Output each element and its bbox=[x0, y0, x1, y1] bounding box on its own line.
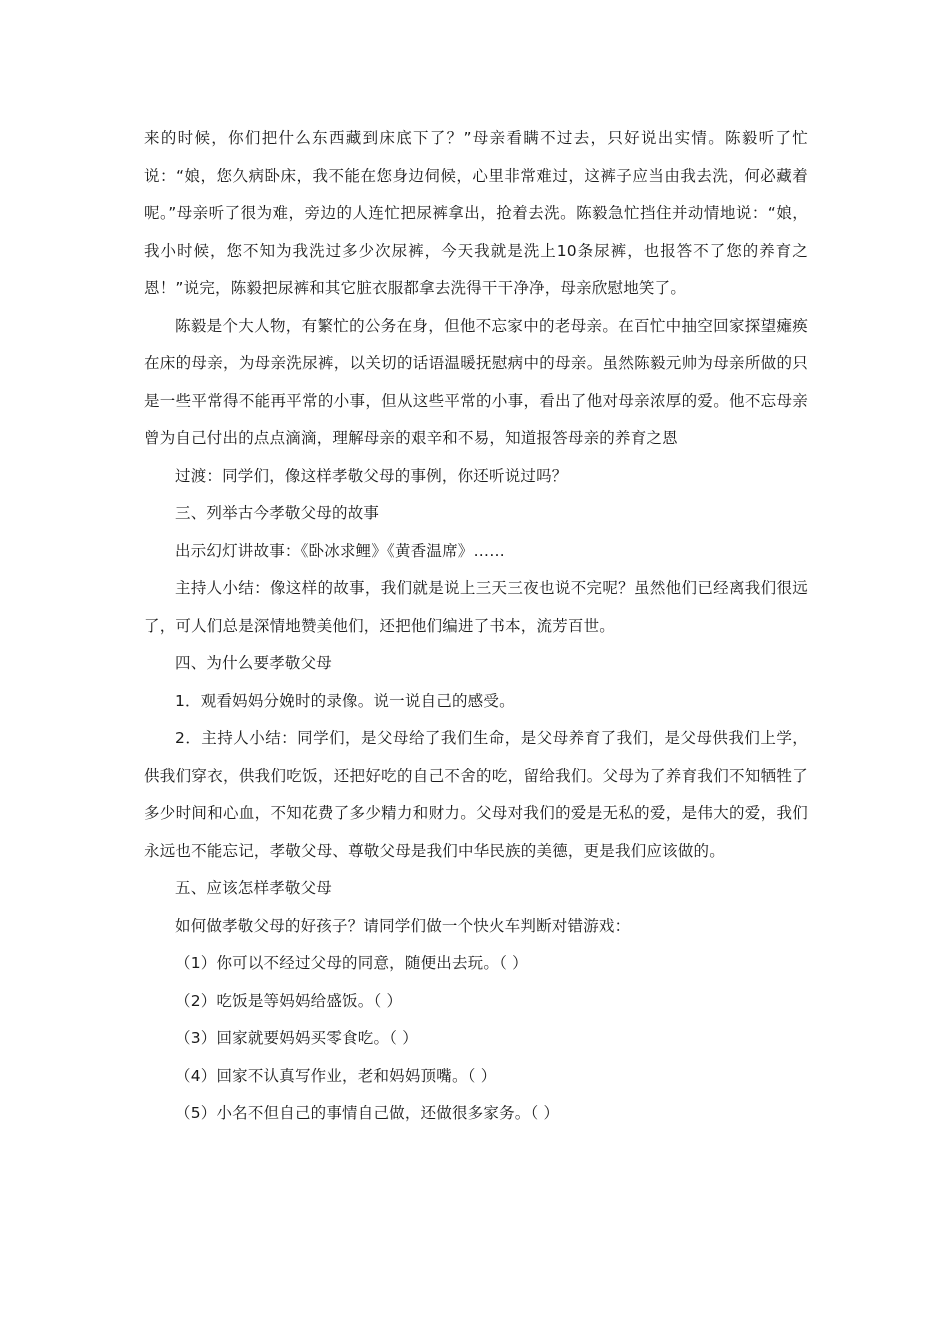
list-item-1: 1．观看妈妈分娩时的录像。说一说自己的感受。 bbox=[175, 691, 515, 710]
document-body bbox=[144, 120, 808, 1133]
quiz-item-1: （1）你可以不经过父母的同意，随便出去玩。（ ） bbox=[175, 954, 528, 972]
paragraph-story-continuation: 来的时候，你们把什么东西藏到床底下了？”母亲看瞒不过去，只好说出实情。陈毅听了忙说：“娘，您久病卧床，我不能在您身边伺候，心里非常难过，这裤子应当由我去洗，何必藏着呢。”母亲听了很为难，旁边的人连忙把尿裤拿出，抢着去洗。陈毅急忙挡住并动情地说：“娘，我小时候，您不知为我洗过多少次尿裤，今天我就是洗上10条尿裤，也报答不了您的养育之恩！”说完，陈毅把尿裤和其它脏衣服都拿去洗得干干净净，母亲欣慰地笑了。 bbox=[144, 129, 808, 297]
quiz-item-2: （2）吃饭是等妈妈给盛饭。（ ） bbox=[175, 991, 403, 1010]
section-heading-4: 四、为什么要孝敬父母 bbox=[175, 654, 333, 672]
paragraph-slide-stories: 出示幻灯讲故事：《卧冰求鲤》《黄香温席》…… bbox=[175, 541, 505, 560]
section-heading-5: 五、应该怎样孝敬父母 bbox=[175, 879, 333, 897]
quiz-item-4: （4）回家不认真写作业，老和妈妈顶嘴。（ ） bbox=[175, 1066, 497, 1085]
list-item-2: 2．主持人小结：同学们，是父母给了我们生命，是父母养育了我们，是父母供我们上学，供我们穿衣，供我们吃饭，还把好吃的自己不舍的吃，留给我们。父母为了养育我们不知牺牲了多少时间和心血，不知花费了多少精力和财力。父母对我们的爱是无私的爱，是伟大的爱，我们永远也不能忘记，孝敬父母、尊敬父母是我们中华民族的美德，更是我们应该做的。 bbox=[144, 729, 808, 860]
paragraph-game-intro: 如何做孝敬父母的好孩子？请同学们做一个快火车判断对错游戏： bbox=[175, 916, 631, 935]
quiz-item-3: （3）回家就要妈妈买零食吃。（ ） bbox=[175, 1029, 418, 1047]
section-heading-3: 三、列举古今孝敬父母的故事 bbox=[175, 504, 380, 522]
quiz-item-5: （5）小名不但自己的事情自己做，还做很多家务。（ ） bbox=[175, 1104, 560, 1122]
paragraph-transition: 过渡：同学们，像这样孝敬父母的事例，你还听说过吗？ bbox=[175, 466, 568, 485]
paragraph-story-commentary: 陈毅是个大人物，有繁忙的公务在身，但他不忘家中的老母亲。在百忙中抽空回家探望瘫痪在床的母亲，为母亲洗尿裤，以关切的话语温暖抚慰病中的母亲。虽然陈毅元帅为母亲所做的只是一些平常得不能再平常的小事，但从这些平常的小事，看出了他对母亲浓厚的爱。他不忘母亲曾为自己付出的点点滴滴，理解母亲的艰辛和不易，知道报答母亲的养育之恩 bbox=[144, 316, 808, 447]
paragraph-host-summary-1: 主持人小结：像这样的故事，我们就是说上三天三夜也说不完呢？虽然他们已经离我们很远了，可人们总是深情地赞美他们，还把他们编进了书本，流芳百世。 bbox=[144, 579, 808, 635]
